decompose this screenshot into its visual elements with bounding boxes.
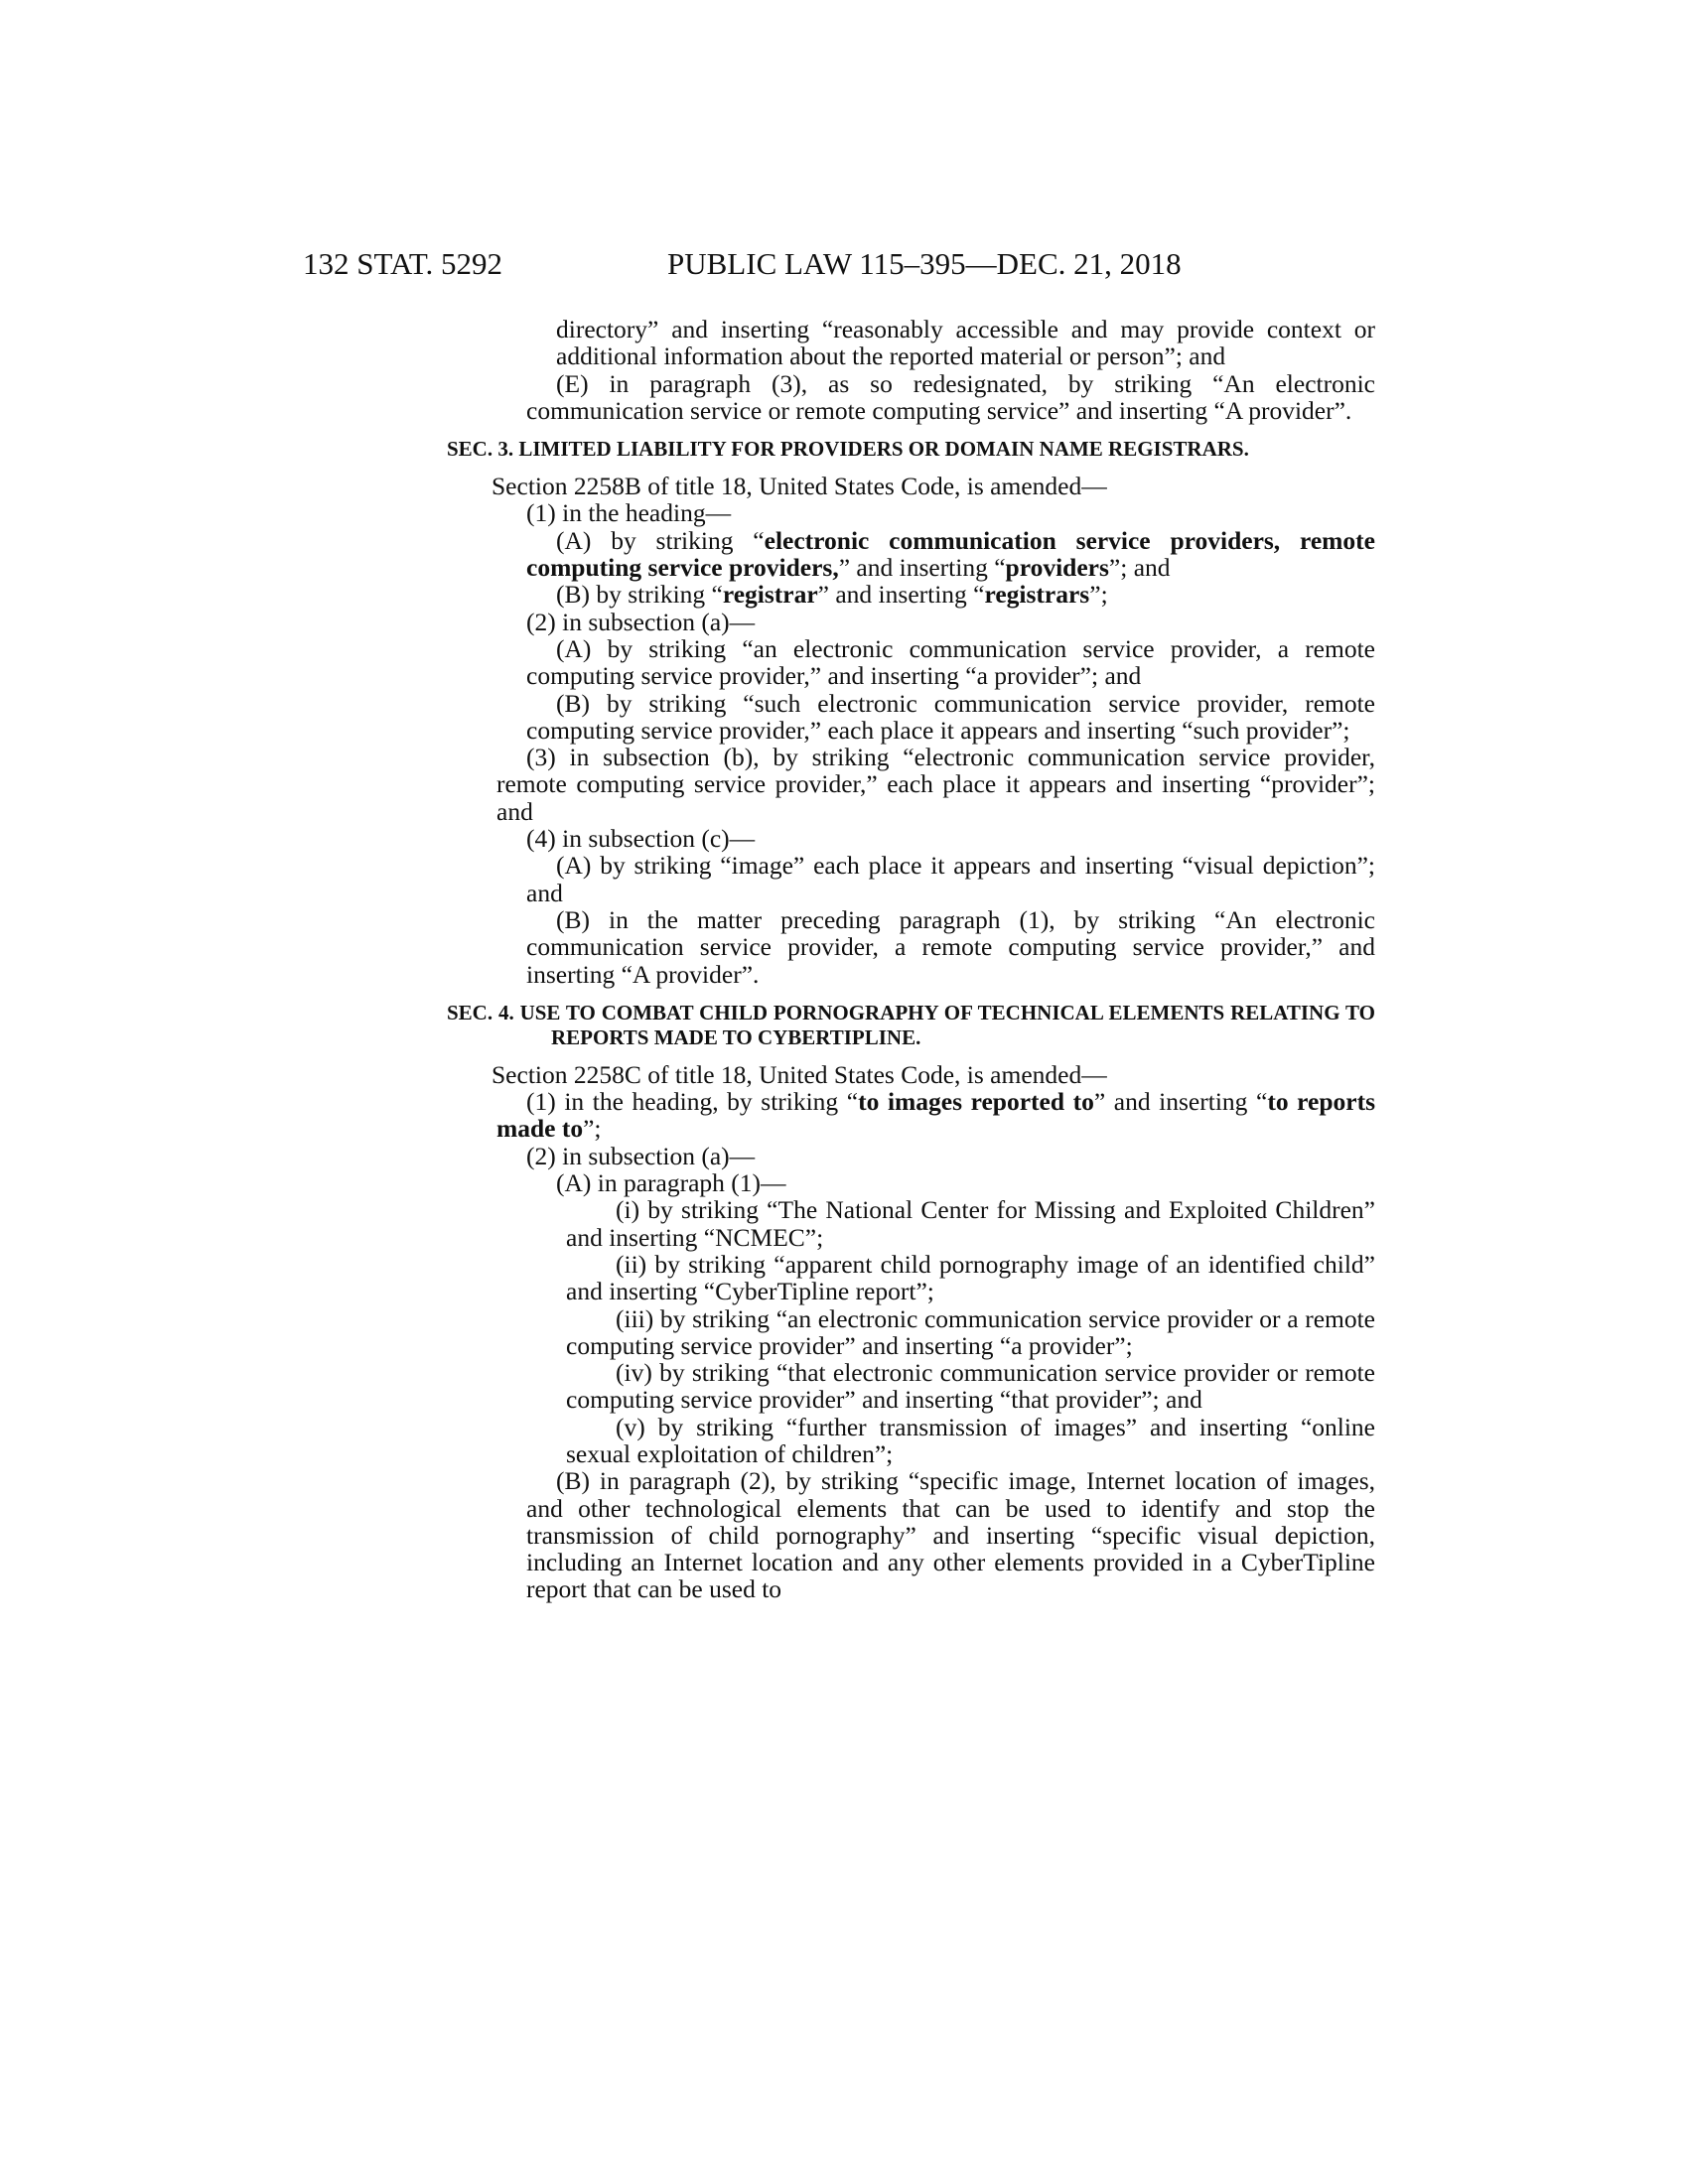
section-3-intro: Section 2258B of title 18, United States Code, is amended—: [492, 472, 1107, 501]
text-run: (A) by striking “: [556, 525, 765, 555]
text-run: ”;: [1089, 580, 1108, 610]
section-4-item-2a-iii: (iii) by striking “an electronic communication service provider or a remote computing service provider” and inserting “a provider”;: [566, 1303, 1375, 1360]
section-3-item-4b: (B) in the matter preceding paragraph (1), by striking “An electronic communication service provider, a remote computing service provider,” and inserting “A provider”.: [526, 904, 1375, 989]
section-4-item-2a: (A) in paragraph (1)—: [556, 1168, 786, 1198]
text-run: (1) in the heading, by striking “: [526, 1087, 859, 1117]
text-run: (B) by striking “: [556, 580, 723, 610]
bold-run: electronic communication service providers, remote computing service providers,: [526, 525, 1375, 583]
text-run: (3) in subsection (b), by striking “electronic communication service provider, remote computing service provider,” each place it appears and inserting “provider”; and: [496, 743, 1375, 826]
section-3-item-1a: [526, 527, 1375, 582]
section-3-item-1: (1) in the heading—: [526, 498, 732, 528]
section-3-item-2: (2) in subsection (a)—: [526, 607, 756, 636]
bold-run: registrars: [984, 580, 1090, 610]
section-4-item-2a-v: (v) by striking “further transmission of images” and inserting “online sexual exploitation of children”;: [566, 1412, 1375, 1468]
section-4-item-2a-iv: (iv) by striking “that electronic communication service provider or remote computing service provider” and inserting “that provider”; and: [566, 1358, 1375, 1415]
page-header: [303, 246, 1382, 286]
section-4-item-2a-i: (i) by striking “The National Center for Missing and Exploited Children” and inserting “NCMEC”;: [566, 1195, 1375, 1252]
bold-run: to images reported to: [858, 1087, 1094, 1117]
public-law-title: PUBLIC LAW 115–395—DEC. 21, 2018: [667, 246, 1182, 281]
text-run: ” and inserting “: [817, 580, 985, 610]
section-3-item-1b: [526, 581, 1375, 608]
text-run: ” and inserting “: [1093, 1087, 1268, 1117]
section-3-heading: SEC. 3. LIMITED LIABILITY FOR PROVIDERS OR DOMAIN NAME REGISTRARS.: [447, 437, 1249, 462]
bold-run: providers: [1005, 553, 1109, 583]
section-3-item-4a: (A) by striking “image” each place it appears and inserting “visual depiction”; and: [526, 851, 1375, 907]
section-4-item-2b: (B) in paragraph (2), by striking “specific image, Internet location of images, and other technological elements that can be used to identify and stop the transmission of child pornography” and inserting “specific visual depiction, including an Internet location and any other elements provided in a CyberTipline report that can be used to: [526, 1466, 1375, 1604]
paragraph-continued: directory” and inserting “reasonably accessible and may provide context or additional information about the reported material or person”; and: [556, 315, 1375, 371]
section-4-item-2a-ii: (ii) by striking “apparent child pornography image of an identified child” and inserting “CyberTipline report”;: [566, 1249, 1375, 1306]
page-body: [447, 315, 1376, 1604]
text-run: ” and inserting “: [838, 553, 1006, 583]
text-run: ”;: [583, 1114, 602, 1144]
section-4-intro: Section 2258C of title 18, United States Code, is amended—: [492, 1059, 1107, 1089]
statute-page-number: 132 STAT. 5292: [303, 246, 503, 281]
section-3-item-4: (4) in subsection (c)—: [526, 824, 756, 854]
section-3-item-2a: (A) by striking “an electronic communication service provider, a remote computing service provider,” and inserting “a provider”; and: [526, 633, 1375, 691]
section-4-item-2: (2) in subsection (a)—: [526, 1141, 756, 1170]
section-4-heading: SEC. 4. USE TO COMBAT CHILD PORNOGRAPHY OF TECHNICAL ELEMENTS RELATING TO REPORTS MADE TO CYBERTIPLINE.: [447, 1000, 1375, 1049]
section-4-item-1: [496, 1088, 1375, 1143]
bold-run: registrar: [722, 580, 818, 610]
section-3-item-2b: (B) by striking “such electronic communication service provider, remote computing service provider,” each place it appears and inserting “such provider”;: [526, 688, 1375, 745]
section-3-item-3: [496, 744, 1375, 825]
text-run: ”; and: [1108, 553, 1171, 583]
paragraph-e: (E) in paragraph (3), as so redesignated, by striking “An electronic communication service or remote computing service” and inserting “A provider”.: [526, 368, 1375, 425]
bold-run: to reports made to: [496, 1087, 1376, 1144]
